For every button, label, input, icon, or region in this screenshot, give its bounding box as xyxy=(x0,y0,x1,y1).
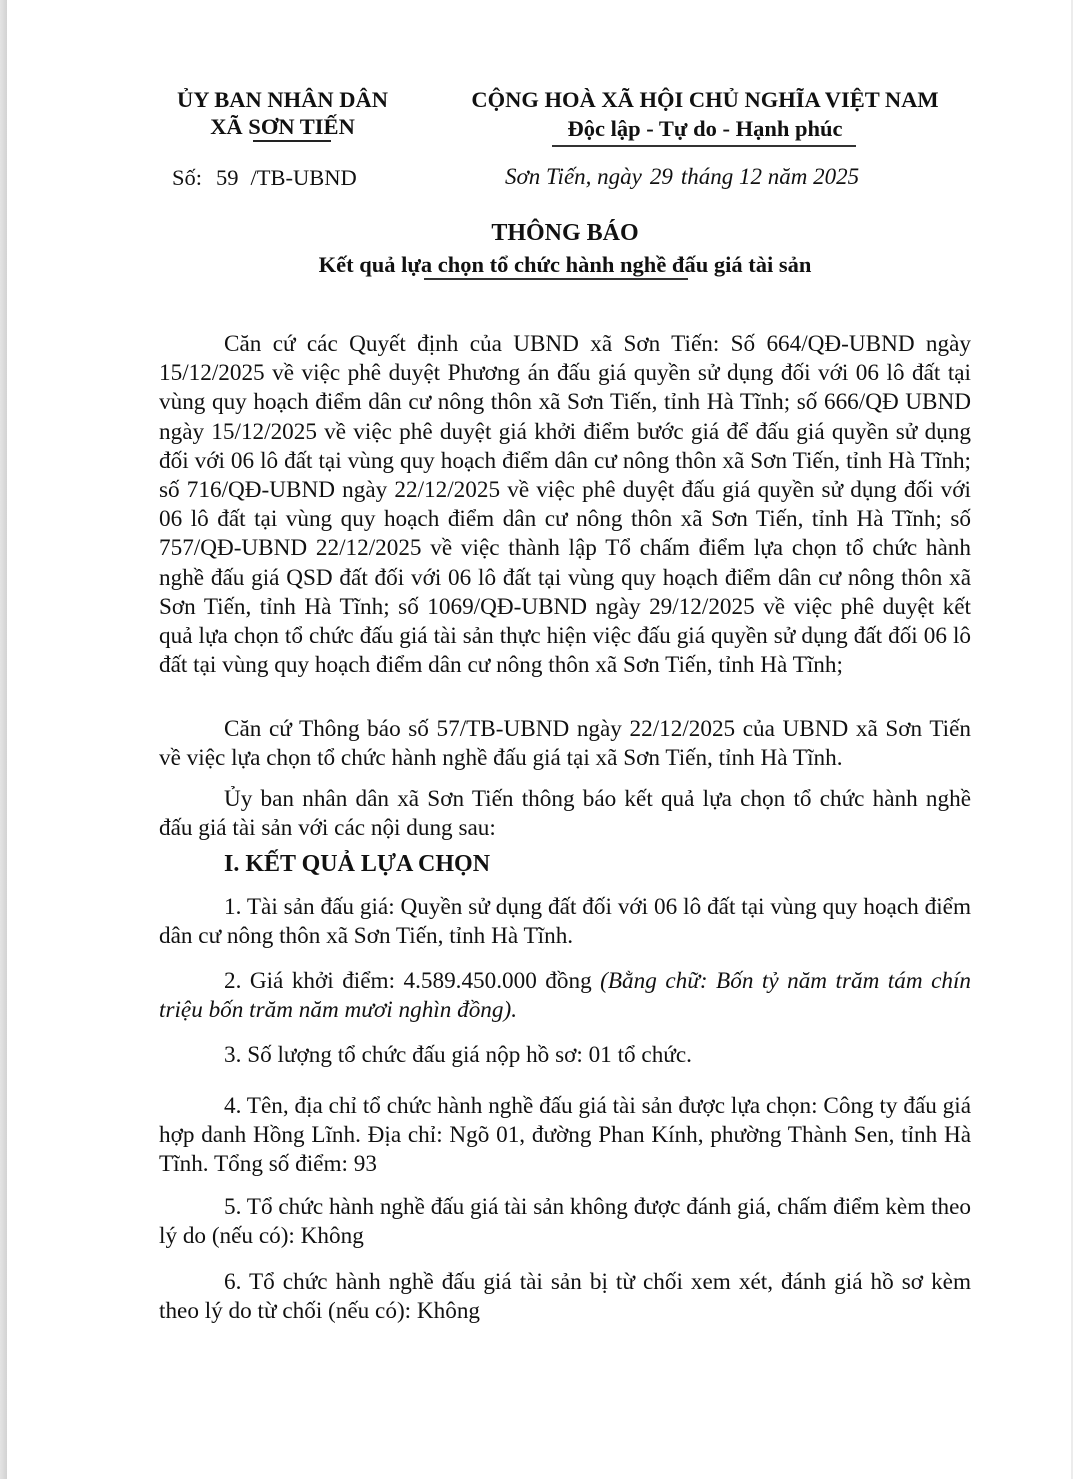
result-item-1 xyxy=(159,893,971,951)
doc-number-prefix: Số: xyxy=(172,165,203,190)
paragraph-text: Căn cứ Thông báo số 57/TB-UBND ngày 22/12/2025 của UBND xã Sơn Tiến về việc lựa chọn tổ chức hành nghề đấu giá tại xã Sơn Tiến, tỉnh Hà Tĩnh. xyxy=(159,716,971,772)
item-text: 1. Tài sản đấu giá: Quyền sử dụng đất đối với 06 lô đất tại vùng quy hoạch điểm dân cư nông thôn xã Sơn Tiến, tỉnh Hà Tĩnh. xyxy=(159,894,971,950)
legal-basis-paragraph-1 xyxy=(159,330,971,680)
doc-number-value: 59 xyxy=(216,165,239,190)
doc-number-suffix: /TB-UBND xyxy=(250,165,357,190)
item-text: 2. Giá khởi điểm: 4.589.450.000 đồng xyxy=(224,968,601,994)
agency-name-line1: ỦY BAN NHÂN DÂN xyxy=(176,87,389,112)
national-motto: Độc lập - Tự do - Hạnh phúc xyxy=(567,116,843,141)
result-item-4 xyxy=(159,1092,971,1180)
agency-underline xyxy=(253,140,331,142)
motto-underline xyxy=(552,145,856,147)
item-text: 4. Tên, địa chỉ tổ chức hành nghề đấu giá tài sản được lựa chọn: Công ty đấu giá hợp danh Hồng Lĩnh. Địa chỉ: Ngõ 01, đường Phan Kính, phường Thành Sen, tỉnh Hà Tĩnh. Tổng số điểm: 93 xyxy=(159,1093,971,1178)
date-place: Sơn Tiến, ngày xyxy=(505,164,642,189)
date-month-year: tháng 12 năm 2025 xyxy=(680,164,860,189)
national-title: CỘNG HOÀ XÃ HỘI CHỦ NGHĨA VIỆT NAM xyxy=(471,87,939,112)
date-day: 29 xyxy=(649,164,673,189)
result-item-2 xyxy=(159,967,971,1025)
item-text-wrapper xyxy=(159,967,971,1025)
item-text: 6. Tổ chức hành nghề đấu giá tài sản bị từ chối xem xét, đánh giá hồ sơ kèm theo lý do từ chối (nếu có): Không xyxy=(159,1269,971,1325)
legal-basis-paragraph-2 xyxy=(159,715,971,773)
announcement-intro xyxy=(159,785,971,843)
document-number xyxy=(172,165,357,191)
result-item-5 xyxy=(159,1193,971,1251)
document-title: THÔNG BÁO xyxy=(491,220,639,246)
document-subtitle: Kết quả lựa chọn tổ chức hành nghề đấu giá tài sản xyxy=(318,252,812,277)
item-text: 3. Số lượng tổ chức đấu giá nộp hồ sơ: 01 tổ chức. xyxy=(224,1042,692,1068)
paragraph-text: Căn cứ các Quyết định của UBND xã Sơn Tiến: Số 664/QĐ-UBND ngày 15/12/2025 về việc phê duyệt Phương án đấu giá quyền sử dụng đối với 06 lô đất tại vùng quy hoạch điểm dân cư nông thôn xã Sơn Tiến, tỉnh Hà Tĩnh; số 666/QĐ UBND ngày 15/12/2025 về việc phê duyệt giá khởi điểm bước giá để đấu giá quyền sử dụng đối với 06 lô đất tại vùng quy hoạch điểm dân cư nông thôn xã Sơn Tiến, tỉnh Hà Tĩnh; số 716/QĐ-UBND ngày 22/12/2025 về việc phê duyệt đấu giá quyền sử dụng đối với 06 lô đất tại vùng quy hoạch điểm dân cư nông thôn xã Sơn Tiến, tỉnh Hà Tĩnh; số 757/QĐ-UBND 22/12/2025 về việc thành lập Tổ chấm điểm lựa chọn tổ chức hành nghề đấu giá QSD đất đối với 06 lô đất tại vùng quy hoạch điểm dân cư nông thôn xã Sơn Tiến, tỉnh Hà Tĩnh; số 1069/QĐ-UBND ngày 29/12/2025 về việc phê duyệt kết quả lựa chọn tổ chức đấu giá tài sản thực hiện việc đấu giá quyền sử dụng đất đối 06 lô đất tại vùng quy hoạch điểm dân cư nông thôn xã Sơn Tiến, tỉnh Hà Tĩnh; xyxy=(159,331,971,679)
item-text: 5. Tổ chức hành nghề đấu giá tài sản không được đánh giá, chấm điểm kèm theo lý do (nếu có): Không xyxy=(159,1194,971,1250)
item-text-in-words: (Bằng chữ: Bốn tỷ năm trăm tám chín triệu bốn trăm năm mươi nghìn đồng). xyxy=(159,968,971,1024)
document-date xyxy=(505,164,859,190)
agency-name-line2: XÃ SƠN TIẾN xyxy=(210,114,355,139)
section-heading: I. KẾT QUẢ LỰA CHỌN xyxy=(224,851,491,877)
result-item-6 xyxy=(159,1268,971,1326)
paragraph-text: Ủy ban nhân dân xã Sơn Tiến thông báo kết quả lựa chọn tổ chức hành nghề đấu giá tài sản với các nội dung sau: xyxy=(159,786,971,842)
result-item-3 xyxy=(159,1041,971,1070)
subtitle-underline xyxy=(424,278,688,280)
